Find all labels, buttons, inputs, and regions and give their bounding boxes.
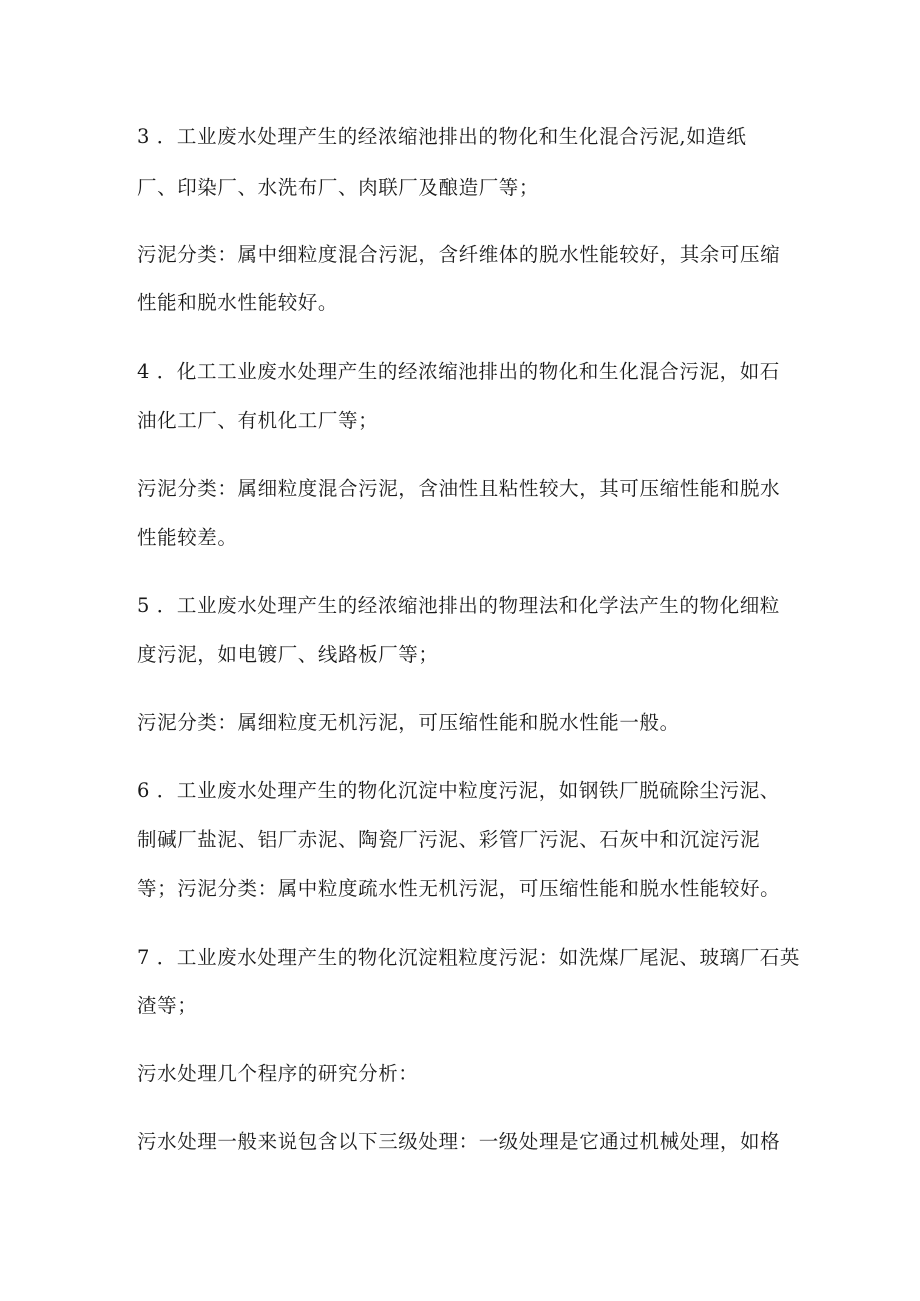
text-line: 污泥分类：属细粒度混合污泥，含油性且粘性较大，其可压缩性能和脱水	[137, 477, 781, 500]
text-line: 3 ．工业废水处理产生的经浓缩池排出的物化和生化混合污泥,如造纸	[137, 125, 747, 148]
text-line: 等；污泥分类：属中粒度疏水性无机污泥，可压缩性能和脱水性能较好。	[137, 877, 781, 900]
text-line: 性能和脱水性能较好。	[137, 291, 339, 314]
text-line: 污水处理几个程序的研究分析：	[137, 1062, 419, 1085]
text-line: 油化工厂、有机化工厂等；	[137, 409, 379, 432]
text-line: 6 ．工业废水处理产生的物化沉淀中粒度污泥，如钢铁厂脱硫除尘污泥、	[137, 779, 780, 802]
text-line: 污泥分类：属细粒度无机污泥，可压缩性能和脱水性能一般。	[137, 711, 680, 734]
text-line: 7 ．工业废水处理产生的物化沉淀粗粒度污泥：如洗煤厂尾泥、玻璃厂石英	[137, 946, 801, 969]
text-line: 污水处理一般来说包含以下三级处理：一级处理是它通过机械处理，如格	[137, 1130, 781, 1153]
text-line: 渣等；	[137, 994, 198, 1017]
text-line: 4 ．化工工业废水处理产生的经浓缩池排出的物化和生化混合污泥，如石	[137, 360, 780, 383]
text-line: 度污泥，如电镀厂、线路板厂等；	[137, 643, 439, 666]
text-line: 厂、印染厂、水洗布厂、肉联厂及酿造厂等；	[137, 176, 540, 199]
text-line: 污泥分类：属中细粒度混合污泥，含纤维体的脱水性能较好，其余可压缩	[137, 243, 781, 266]
text-line: 制碱厂盐泥、铝厂赤泥、陶瓷厂污泥、彩管厂污泥、石灰中和沉淀污泥	[137, 828, 761, 851]
text-line: 性能较差。	[137, 526, 238, 549]
text-line: 5 ．工业废水处理产生的经浓缩池排出的物理法和化学法产生的物化细粒	[137, 594, 780, 617]
